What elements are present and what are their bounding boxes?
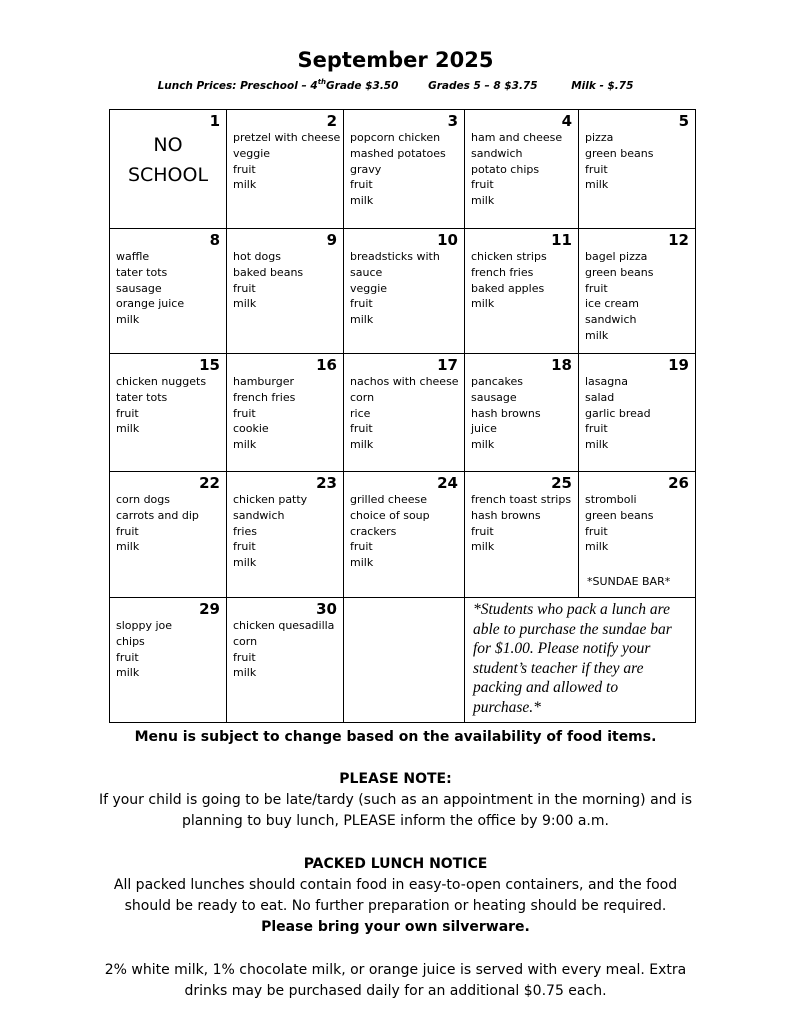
calendar-day-cell bbox=[344, 354, 465, 472]
menu-item: milk bbox=[116, 422, 140, 436]
day-number: 9 bbox=[326, 231, 337, 249]
menu-item: bagel pizza bbox=[585, 250, 648, 263]
calendar-day-cell bbox=[344, 229, 465, 354]
menu-item: sauce bbox=[350, 265, 383, 279]
menu-item: milk bbox=[233, 297, 257, 311]
lunch-prices bbox=[0, 78, 791, 92]
menu-item: baked apples bbox=[471, 281, 545, 295]
menu-items bbox=[227, 492, 343, 571]
menu-item: orange juice bbox=[116, 297, 185, 311]
day-number: 16 bbox=[316, 356, 337, 374]
menu-item: milk bbox=[585, 328, 609, 342]
menu-item: grilled cheese bbox=[350, 493, 427, 506]
menu-items bbox=[579, 492, 695, 555]
menu-item: chips bbox=[116, 634, 145, 648]
menu-item: hamburger bbox=[233, 375, 294, 388]
menu-item: pretzel with cheese bbox=[233, 131, 341, 144]
menu-item: rice bbox=[350, 406, 371, 420]
menu-item: fruit bbox=[350, 297, 373, 311]
menu-items bbox=[344, 249, 464, 328]
menu-item: stromboli bbox=[585, 493, 637, 506]
menu-items bbox=[227, 374, 343, 453]
calendar-day-cell bbox=[344, 472, 465, 598]
menu-item: tater tots bbox=[116, 265, 168, 279]
price-grades: Grades 5 – 8 $3.75 bbox=[428, 79, 538, 92]
menu-item: fruit bbox=[471, 524, 494, 538]
sundae-bar-note-cell bbox=[465, 598, 696, 723]
menu-item: fruit bbox=[585, 524, 608, 538]
menu-item: milk bbox=[585, 438, 609, 452]
menu-item: fruit bbox=[350, 540, 373, 554]
silverware-notice: Please bring your own silverware. bbox=[261, 919, 530, 935]
menu-items bbox=[110, 618, 226, 681]
menu-item: fruit bbox=[116, 406, 139, 420]
no-school-label: SCHOOL bbox=[127, 164, 209, 186]
day-number: 18 bbox=[551, 356, 572, 374]
menu-item: ham and cheese bbox=[471, 131, 563, 144]
menu-item: hash browns bbox=[471, 508, 541, 522]
menu-items bbox=[465, 374, 578, 453]
menu-items bbox=[227, 130, 343, 193]
calendar-day-cell bbox=[110, 598, 227, 723]
day-number: 24 bbox=[437, 474, 458, 492]
menu-item: potato chips bbox=[471, 162, 540, 176]
menu-item: milk bbox=[350, 313, 374, 327]
menu-item: cookie bbox=[233, 422, 269, 436]
menu-items bbox=[227, 249, 343, 312]
calendar-day-cell bbox=[110, 229, 227, 354]
menu-item: juice bbox=[471, 422, 497, 436]
menu-item: milk bbox=[471, 540, 495, 554]
menu-item: corn dogs bbox=[116, 493, 171, 506]
calendar-day-cell bbox=[465, 472, 579, 598]
menu-change-notice: Menu is subject to change based on the availability of food items. bbox=[134, 729, 657, 745]
day-number: 17 bbox=[437, 356, 458, 374]
menu-item: fruit bbox=[350, 422, 373, 436]
calendar-day-cell bbox=[465, 354, 579, 472]
empty-cell bbox=[344, 598, 465, 723]
calendar-day-cell bbox=[579, 472, 696, 598]
calendar-day-cell bbox=[227, 110, 344, 229]
day-number: 22 bbox=[199, 474, 220, 492]
calendar-week bbox=[110, 110, 696, 229]
menu-item: fruit bbox=[585, 162, 608, 176]
calendar-day-cell bbox=[227, 229, 344, 354]
menu-item: green beans bbox=[585, 265, 654, 279]
please-note-heading: PLEASE NOTE: bbox=[339, 771, 452, 787]
menu-item: green beans bbox=[585, 146, 654, 160]
packed-lunch-line-1: All packed lunches should contain food in easy-to-open containers, and the food bbox=[113, 877, 678, 893]
please-note-line-1: If your child is going to be late/tardy (such as an appointment in the morning) and is bbox=[98, 792, 693, 808]
day-number: 12 bbox=[668, 231, 689, 249]
packed-lunch-heading: PACKED LUNCH NOTICE bbox=[303, 856, 488, 872]
menu-item: milk bbox=[350, 438, 374, 452]
menu-item: mashed potatoes bbox=[350, 146, 446, 160]
calendar-day-cell bbox=[465, 229, 579, 354]
menu-item: milk bbox=[233, 556, 257, 570]
menu-item: hash browns bbox=[471, 406, 541, 420]
calendar-day-cell bbox=[579, 354, 696, 472]
menu-item: carrots and dip bbox=[116, 508, 199, 522]
sundae-bar-note: *Students who pack a lunch are able to purchase the sundae bar for $1.00. Please notify your student’s teacher if they are packing and allowed to purchase.* bbox=[473, 601, 672, 716]
menu-item: chicken nuggets bbox=[116, 375, 207, 388]
day-number: 29 bbox=[199, 600, 220, 618]
calendar-week bbox=[110, 598, 696, 723]
menu-item: breadsticks with bbox=[350, 250, 440, 263]
day-number: 3 bbox=[447, 112, 458, 130]
page-title: September 2025 bbox=[297, 48, 494, 72]
menu-item: milk bbox=[471, 194, 495, 208]
calendar-day-cell bbox=[227, 354, 344, 472]
menu-item: milk bbox=[350, 556, 374, 570]
no-school-label: NO bbox=[153, 134, 183, 156]
menu-items bbox=[110, 492, 226, 555]
menu-item: fruit bbox=[116, 524, 139, 538]
calendar-day-cell bbox=[579, 110, 696, 229]
menu-item: sausage bbox=[471, 390, 517, 404]
menu-item: pizza bbox=[585, 131, 614, 144]
menu-item: chicken strips bbox=[471, 250, 547, 263]
sundae-bar-label: *SUNDAE BAR* bbox=[587, 575, 671, 588]
menu-items bbox=[110, 249, 226, 328]
menu-item: fruit bbox=[233, 406, 256, 420]
menu-item: french fries bbox=[471, 265, 534, 279]
day-number: 30 bbox=[316, 600, 337, 618]
menu-item: sausage bbox=[116, 281, 162, 295]
menu-item: fruit bbox=[350, 178, 373, 192]
menu-item: milk bbox=[350, 194, 374, 208]
calendar-day-cell bbox=[465, 110, 579, 229]
menu-item: milk bbox=[116, 666, 140, 680]
menu-item: milk bbox=[233, 666, 257, 680]
packed-lunch-line-2: should be ready to eat. No further preparation or heating should be required. bbox=[124, 898, 667, 914]
menu-items bbox=[344, 130, 464, 209]
menu-item: fruit bbox=[585, 422, 608, 436]
day-number: 15 bbox=[199, 356, 220, 374]
menu-item: corn bbox=[233, 634, 258, 648]
day-number: 5 bbox=[678, 112, 689, 130]
day-number: 23 bbox=[316, 474, 337, 492]
please-note-line-2: planning to buy lunch, PLEASE inform the office by 9:00 a.m. bbox=[182, 813, 609, 829]
menu-item: veggie bbox=[233, 146, 271, 160]
day-number: 25 bbox=[551, 474, 572, 492]
day-number: 10 bbox=[437, 231, 458, 249]
menu-item: fruit bbox=[233, 281, 256, 295]
calendar-day-cell bbox=[110, 110, 227, 229]
menu-item: french toast strips bbox=[471, 493, 572, 506]
menu-item: fruit bbox=[471, 178, 494, 192]
menu-item: waffle bbox=[116, 250, 150, 263]
menu-item: chicken patty bbox=[233, 493, 308, 506]
menu-item: chicken quesadilla bbox=[233, 619, 335, 632]
menu-item: green beans bbox=[585, 508, 654, 522]
menu-items bbox=[465, 130, 578, 209]
menu-items bbox=[579, 249, 695, 344]
menu-item: ice cream bbox=[585, 297, 639, 311]
milk-notice-line-2: drinks may be purchased daily for an additional $0.75 each. bbox=[184, 983, 607, 999]
menu-item: lasagna bbox=[585, 375, 628, 388]
day-number: 1 bbox=[209, 112, 220, 130]
menu-item: tater tots bbox=[116, 390, 168, 404]
menu-items bbox=[344, 374, 464, 453]
day-number: 2 bbox=[326, 112, 337, 130]
day-number: 11 bbox=[551, 231, 572, 249]
menu-item: fruit bbox=[233, 650, 256, 664]
day-number: 4 bbox=[561, 112, 572, 130]
day-number: 26 bbox=[668, 474, 689, 492]
calendar-day-cell bbox=[227, 472, 344, 598]
milk-notice-line-1: 2% white milk, 1% chocolate milk, or orange juice is served with every meal. Extra bbox=[104, 962, 687, 978]
menu-item: milk bbox=[585, 178, 609, 192]
day-number: 19 bbox=[668, 356, 689, 374]
menu-item: milk bbox=[471, 438, 495, 452]
menu-item: milk bbox=[233, 438, 257, 452]
menu-item: baked beans bbox=[233, 265, 304, 279]
calendar-day-cell bbox=[344, 110, 465, 229]
lunch-calendar bbox=[109, 109, 696, 723]
menu-item: garlic bread bbox=[585, 406, 651, 420]
menu-item: veggie bbox=[350, 281, 388, 295]
menu-item: fruit bbox=[233, 162, 256, 176]
menu-item: fruit bbox=[585, 281, 608, 295]
menu-item: corn bbox=[350, 390, 375, 404]
menu-item: milk bbox=[471, 297, 495, 311]
menu-item: popcorn chicken bbox=[350, 131, 441, 144]
menu-item: sandwich bbox=[585, 313, 637, 327]
calendar-day-cell bbox=[110, 472, 227, 598]
menu-item: milk bbox=[116, 313, 140, 327]
menu-items bbox=[465, 249, 578, 312]
menu-item: milk bbox=[233, 178, 257, 192]
calendar-day-cell bbox=[110, 354, 227, 472]
menu-items bbox=[579, 374, 695, 453]
menu-item: salad bbox=[585, 390, 615, 404]
menu-item: sloppy joe bbox=[116, 619, 173, 632]
menu-item: gravy bbox=[350, 162, 382, 176]
menu-item: french fries bbox=[233, 390, 296, 404]
calendar-day-cell bbox=[579, 229, 696, 354]
day-number: 8 bbox=[209, 231, 220, 249]
price-milk: Milk - $.75 bbox=[571, 79, 634, 92]
calendar-day-cell bbox=[227, 598, 344, 723]
menu-items bbox=[110, 374, 226, 437]
menu-item: fruit bbox=[233, 540, 256, 554]
calendar-week bbox=[110, 354, 696, 472]
menu-item: fries bbox=[233, 524, 257, 538]
menu-item: milk bbox=[116, 540, 140, 554]
menu-item: sandwich bbox=[233, 508, 285, 522]
calendar-week bbox=[110, 472, 696, 598]
menu-item: nachos with cheese bbox=[350, 375, 459, 388]
menu-items bbox=[344, 492, 464, 571]
menu-item: fruit bbox=[116, 650, 139, 664]
menu-items bbox=[227, 618, 343, 681]
menu-item: crackers bbox=[350, 524, 397, 538]
menu-item: milk bbox=[585, 540, 609, 554]
menu-item: hot dogs bbox=[233, 250, 281, 263]
calendar-week bbox=[110, 229, 696, 354]
menu-item: pancakes bbox=[471, 375, 523, 388]
menu-items bbox=[579, 130, 695, 193]
price-preschool: Lunch Prices: Preschool – 4thGrade $3.50 bbox=[157, 78, 399, 92]
menu-item: choice of soup bbox=[350, 508, 430, 522]
menu-item: sandwich bbox=[471, 146, 523, 160]
menu-items bbox=[465, 492, 578, 555]
